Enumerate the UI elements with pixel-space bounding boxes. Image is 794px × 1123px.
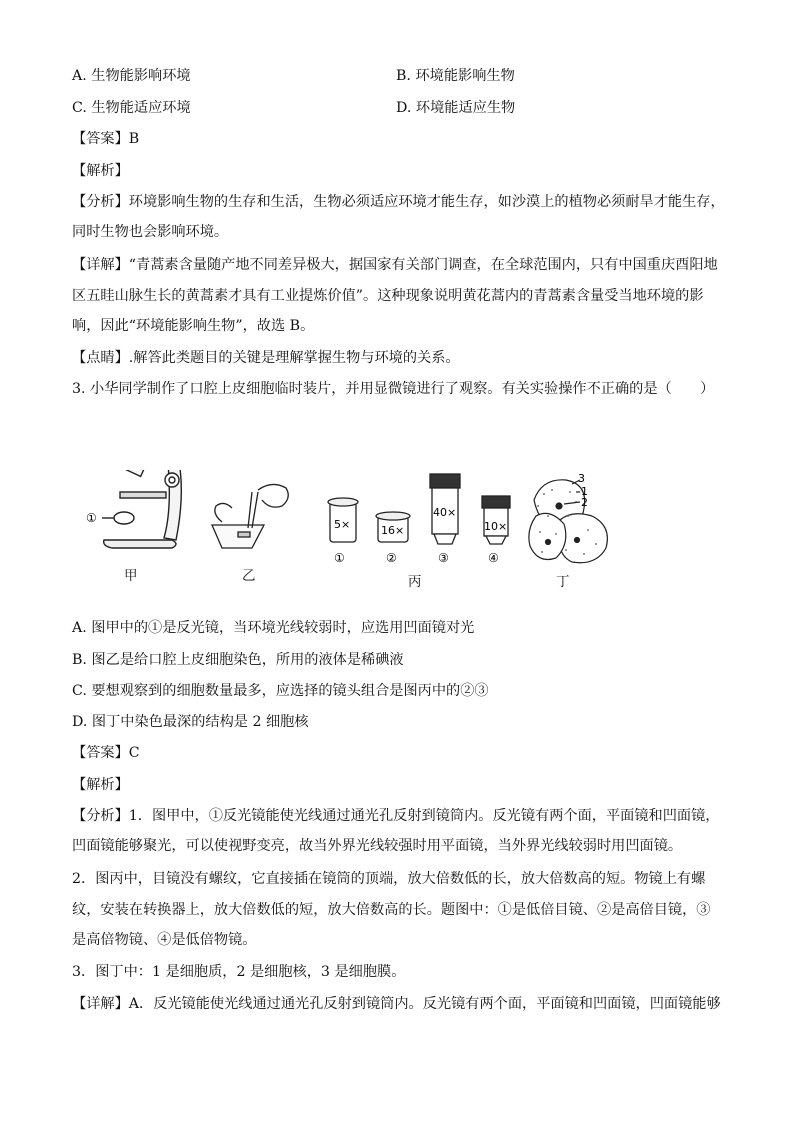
q3-option-c: C. 要想观察到的细胞数量最多，应选择的镜头组合是图丙中的②③ — [72, 683, 489, 699]
figure-label-yi: 乙 — [242, 568, 256, 584]
lens-4-magnification: 10× — [484, 520, 508, 533]
lens-3-magnification: 40× — [433, 506, 457, 519]
q2-comment: 【点睛】.解答此类题目的关键是理解掌握生物与环境的关系。 — [72, 350, 460, 366]
staining-illustration — [212, 484, 288, 548]
q2-detail-line: 区五眭山脉生长的黄蒿素才具有工业提炼价值”。这种现象说明黄花蒿内的青蒿素含量受当地环境的影 — [72, 288, 704, 304]
q3-figure-drawing — [72, 470, 732, 590]
q2-option-b: B. 环境能影响生物 — [396, 68, 515, 84]
q3-analysis-line: 2．图丙中，目镜没有螺纹，它直接插在镜筒的顶端，放大倍数低的长，放大倍数高的短。物镜上有螺 — [72, 871, 706, 887]
q2-option-c: C. 生物能适应环境 — [72, 100, 191, 116]
callout-1-label: ① — [86, 511, 97, 525]
figure-label-jia: 甲 — [124, 568, 138, 584]
q3-analysis-line: 【分析】1．图甲中，①反光镜能使光线通过通光孔反射到镜筒内。反光镜有两个面，平面镜和凹面镜， — [72, 808, 720, 824]
lens-4-number: ④ — [488, 551, 499, 565]
q3-stem: 3. 小华同学制作了口腔上皮细胞临时装片，并用显微镜进行了观察。有关实验操作不正确的是（ ） — [72, 381, 715, 397]
q3-detail-line: 【详解】A．反光镜能使光线通过通光孔反射到镜筒内。反光镜有两个面，平面镜和凹面镜，凹面镜能够 — [72, 996, 721, 1012]
q3-option-d: D. 图丁中染色最深的结构是 2 细胞核 — [72, 714, 309, 730]
q3-answer: 【答案】C — [72, 745, 140, 761]
q2-analysis-line: 【分析】环境影响生物的生存和生活，生物必须适应环境才能生存，如沙漠上的植物必须耐旱才能生存， — [72, 194, 725, 210]
microscope-illustration — [102, 470, 181, 548]
q2-detail-line: 【详解】“青蒿素含量随产地不同差异极大，据国家有关部门调查，在全球范围内，只有中国重庆酉阳地 — [72, 257, 718, 273]
figure-label-bing: 丙 — [408, 574, 422, 590]
cell-label-2: 2 — [581, 496, 588, 509]
cell-label-1: 1 — [581, 485, 588, 498]
q2-answer: 【答案】B — [72, 131, 140, 147]
lens-2-number: ② — [386, 551, 397, 565]
q2-detail-line: 响，因此“环境能影响生物”，故选 B。 — [72, 318, 315, 334]
lens-3-number: ③ — [438, 551, 449, 565]
q3-option-b: B. 图乙是给口腔上皮细胞染色，所用的液体是稀碘液 — [72, 652, 404, 668]
q2-analysis-heading: 【解析】 — [72, 163, 129, 179]
lens-1-number: ① — [334, 551, 345, 565]
cell-label-3: 3 — [578, 472, 585, 485]
q3-figure — [72, 470, 732, 590]
q3-analysis-line: 凹面镜能够聚光，可以使视野变亮，故当外界光线较强时用平面镜，当外界光线较弱时用凹面镜。 — [72, 838, 683, 854]
q3-analysis-line: 3．图丁中：1 是细胞质，2 是细胞核，3 是细胞膜。 — [72, 964, 406, 980]
cheek-cells-illustration — [529, 480, 608, 563]
figure-label-ding: 丁 — [556, 574, 570, 590]
q3-option-a: A. 图甲中的①是反光镜，当环境光线较弱时，应选用凹面镜对光 — [72, 620, 475, 636]
q2-option-d: D. 环境能适应生物 — [396, 100, 516, 116]
q2-analysis-line: 同时生物也会影响环境。 — [72, 224, 229, 240]
q3-analysis-line: 纹，安装在转换器上，放大倍数低的短，放大倍数高的长。题图中：①是低倍目镜、②是高倍目镜，③ — [72, 902, 711, 918]
q3-analysis-line: 是高倍物镜、④是低倍物镜。 — [72, 932, 257, 948]
q2-option-a: A. 生物能影响环境 — [72, 68, 191, 84]
lens-2-magnification: 16× — [381, 524, 405, 537]
lens-1-magnification: 5× — [334, 518, 351, 531]
q3-analysis-heading: 【解析】 — [72, 777, 129, 793]
